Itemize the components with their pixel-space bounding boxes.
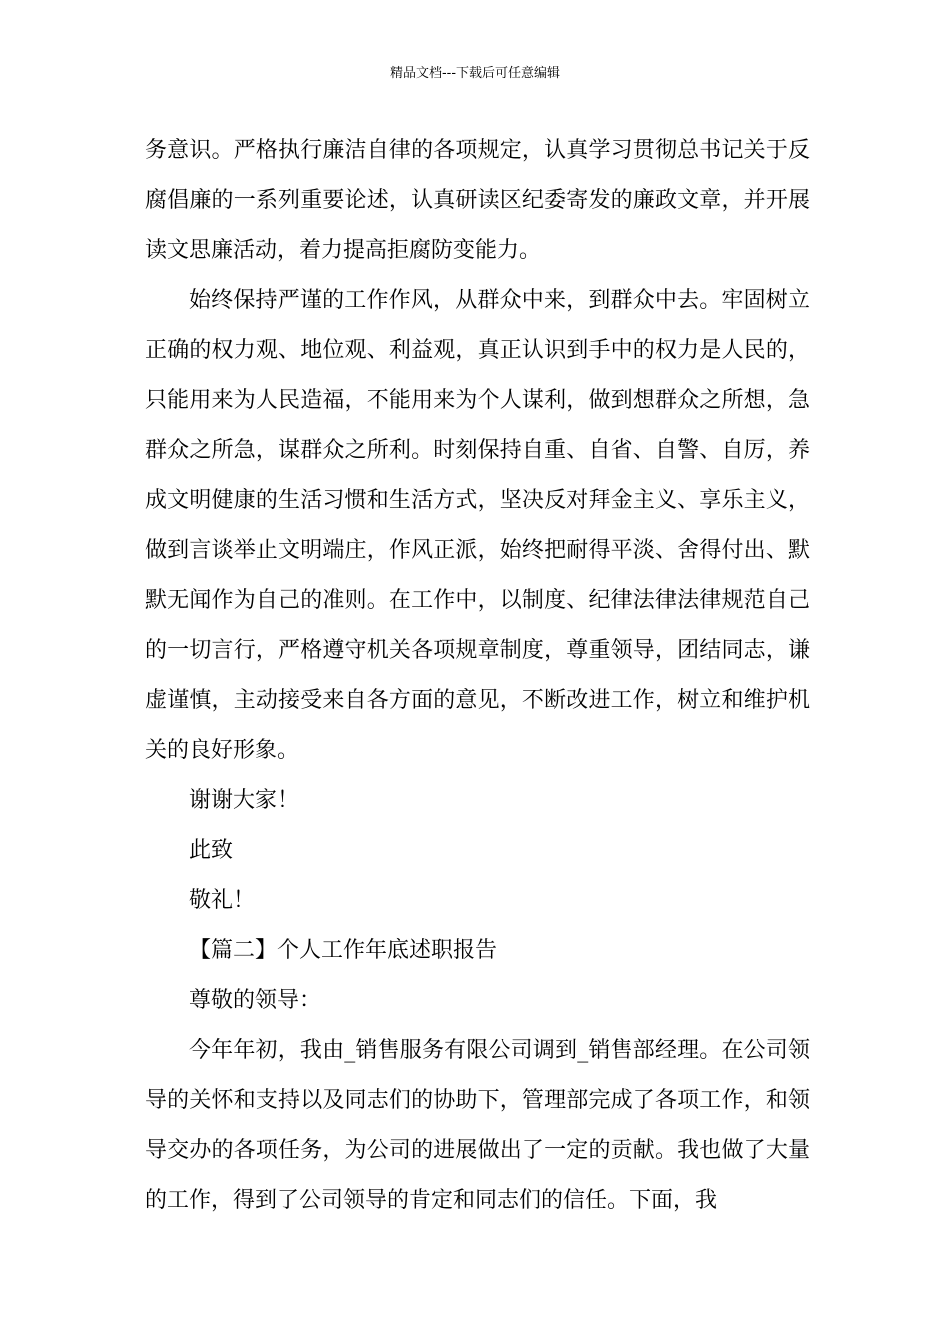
paragraph-continued: 务意识。严格执行廉洁自律的各项规定，认真学习贯彻总书记关于反腐倡廉的一系列重要论述，认真研读区纪委寄发的廉政文章，并开展读文思廉活动，着力提高拒腐防变能力。 xyxy=(145,138,810,263)
greeting-line: 尊敬的领导： xyxy=(189,988,322,1013)
paragraph-work-style: 始终保持严谨的工作作风，从群众中来，到群众中去。牢固树立正确的权力观、地位观、利益观，真正认识到手中的权力是人民的，只能用来为人民造福，不能用来为个人谋利，做到想群众之所想，急群众之所急，谋群众之所利。时刻保持自重、自省、自警、自厉，养成文明健康的生活习惯和生活方式，坚决反对拜金主义、享乐主义，做到言谈举止文明端庄，作风正派，始终把耐得平淡、舍得付出、默默无闻作为自己的准则。在工作中，以制度、纪律法律法律规范自己的一切言行，严格遵守机关各项规章制度，尊重领导，团结同志，谦虚谨慎，主动接受来自各方面的意见，不断改进工作，树立和维护机关的良好形象。 xyxy=(145,288,810,763)
closing-salutation: 此致 xyxy=(189,838,234,863)
section-heading: 【篇二】个人工作年底述职报告 xyxy=(189,938,498,963)
paragraph-intro: 今年年初，我由_销售服务有限公司调到_销售部经理。在公司领导的关怀和支持以及同志们的协助下，管理部完成了各项工作，和领导交办的各项任务，为公司的进展做出了一定的贡献。我也做了大量的工作，得到了公司领导的肯定和同志们的信任。下面，我 xyxy=(145,1038,810,1213)
closing-thanks: 谢谢大家！ xyxy=(189,788,300,813)
page-header: 精品文档---下载后可任意编辑 xyxy=(389,66,561,81)
closing-regards: 敬礼！ xyxy=(189,888,256,913)
document-body xyxy=(145,126,810,1226)
